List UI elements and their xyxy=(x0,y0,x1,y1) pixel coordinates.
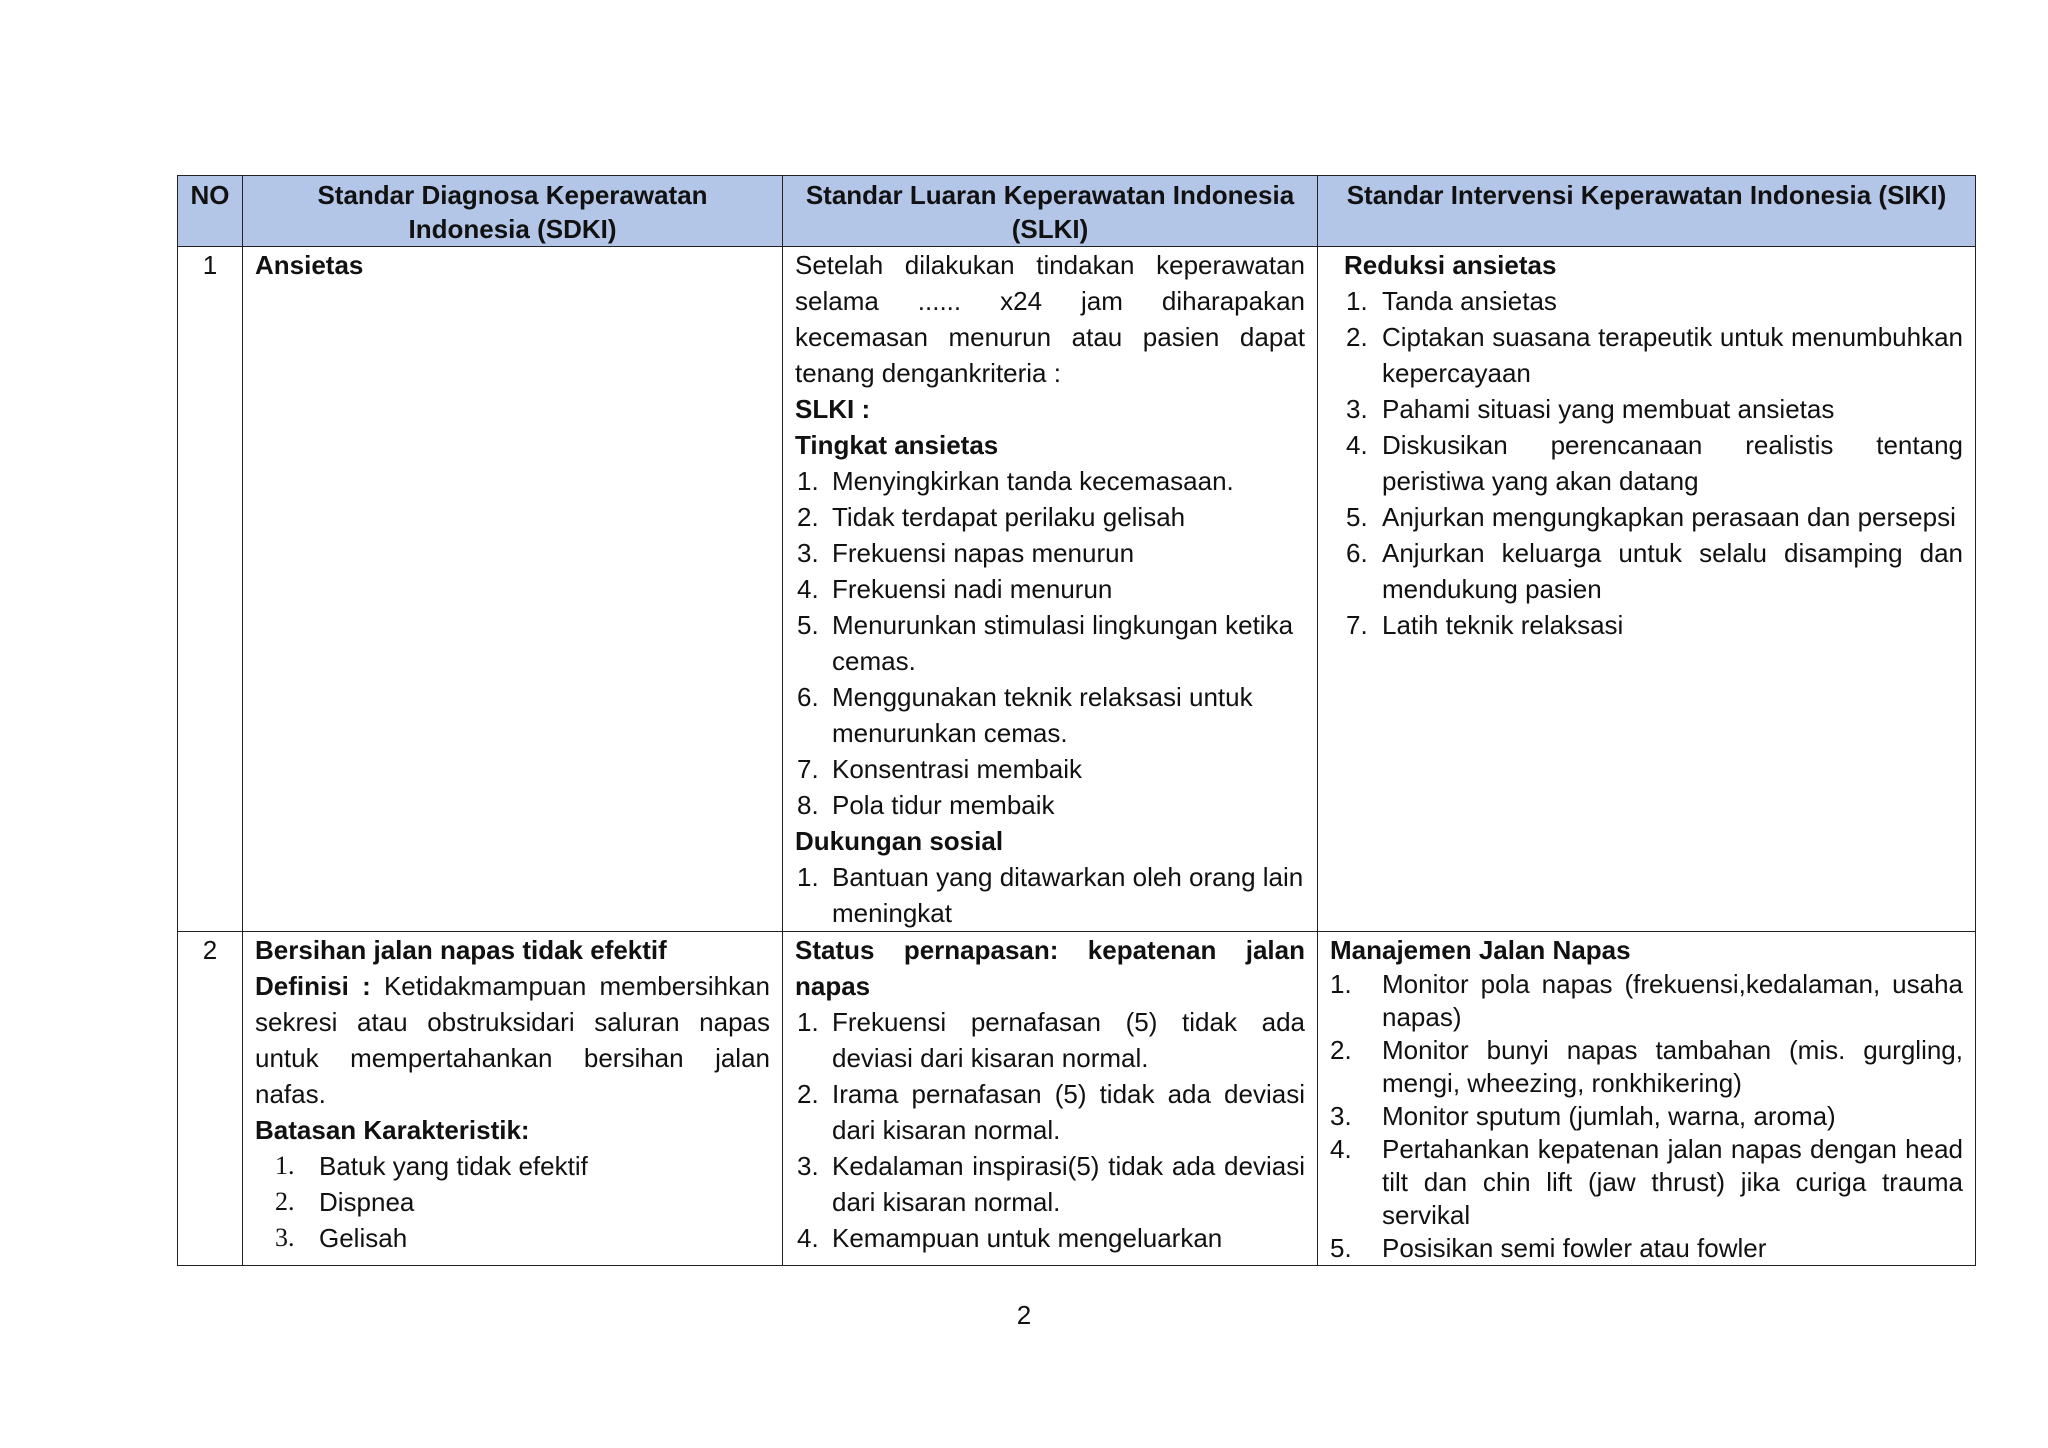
list-item: 3. Monitor sputum (jumlah, warna, aroma) xyxy=(1330,1101,1836,1131)
list-item: 1. Menyingkirkan tanda kecemasaan. xyxy=(797,466,1234,496)
list-item: 2. Monitor bunyi napas tambahan (mis. gurgling, mengi, wheezing, ronkhikering) xyxy=(1330,1035,1963,1098)
list-item: 6. Menggunakan teknik relaksasi untuk menurunkan cemas. xyxy=(797,682,1253,748)
nursing-standards-table xyxy=(177,175,1976,1266)
siki-cell xyxy=(1318,247,1976,932)
list-item: 3. Kedalaman inspirasi(5) tidak ada deviasi dari kisaran normal. xyxy=(797,1151,1305,1217)
page-number: 2 xyxy=(1016,1300,1032,1330)
intervention-list xyxy=(1330,283,1963,643)
list-item: 1. Batuk yang tidak efektif xyxy=(275,1151,588,1181)
criteria-list xyxy=(255,1148,770,1256)
row-number: 1 xyxy=(178,247,243,932)
siki-cell xyxy=(1318,932,1976,1266)
list-item: 2. Dispnea xyxy=(275,1187,415,1217)
outcome-list xyxy=(795,1004,1305,1256)
list-item: 7. Latih teknik relaksasi xyxy=(1346,610,1624,640)
slki-label: SLKI : xyxy=(795,394,871,424)
header-sdki: Standar Diagnosa Keperawatan Indonesia (SDKI) xyxy=(243,176,783,247)
sdki-cell xyxy=(243,932,783,1266)
intervention-list xyxy=(1330,968,1963,1265)
list-item: 4. Kemampuan untuk mengeluarkan xyxy=(797,1223,1223,1253)
list-item: 4. Diskusikan perencanaan realistis tentang peristiwa yang akan datang xyxy=(1346,430,1963,496)
list-item: 8. Pola tidur membaik xyxy=(797,790,1055,820)
list-item: 4. Pertahankan kepatenan jalan napas dengan head tilt dan chin lift (jaw thrust) jika curiga trauma servikal xyxy=(1330,1134,1963,1230)
outcome-group-title: Tingkat ansietas xyxy=(795,430,999,460)
diagnosis-title: Ansietas xyxy=(255,250,364,280)
list-item: 1. Tanda ansietas xyxy=(1346,286,1557,316)
list-item: 1. Frekuensi pernafasan (5) tidak ada deviasi dari kisaran normal. xyxy=(797,1007,1305,1073)
slki-cell xyxy=(783,932,1318,1266)
table-row xyxy=(178,932,1976,1266)
list-item: 1. Bantuan yang ditawarkan oleh orang lain meningkat xyxy=(797,862,1304,928)
outcome-list xyxy=(795,463,1305,823)
slki-cell xyxy=(783,247,1318,932)
list-item: 2. Ciptakan suasana terapeutik untuk menumbuhkan kepercayaan xyxy=(1346,322,1963,388)
list-item: 2. Tidak terdapat perilaku gelisah xyxy=(797,502,1186,532)
slki-intro: Setelah dilakukan tindakan keperawatan selama ...... x24 jam diharapakan kecemasan menurun atau pasien dapat tenang dengankriteria : xyxy=(795,250,1305,388)
header-no: NO xyxy=(178,176,243,247)
definition xyxy=(255,968,770,1112)
list-item: 3. Gelisah xyxy=(275,1223,408,1253)
list-item: 3. Pahami situasi yang membuat ansietas xyxy=(1346,394,1835,424)
list-item: 4. Frekuensi nadi menurun xyxy=(797,574,1113,604)
list-item: 2. Irama pernafasan (5) tidak ada deviasi dari kisaran normal. xyxy=(797,1079,1305,1145)
list-item: 1. Monitor pola napas (frekuensi,kedalaman, usaha napas) xyxy=(1330,969,1963,1032)
list-item: 3. Frekuensi napas menurun xyxy=(797,538,1135,568)
list-item: 7. Konsentrasi membaik xyxy=(797,754,1082,784)
definition-text: Ketidakmampuan membersihkan sekresi atau obstruksidari saluran napas untuk mempertahankan bersihan jalan nafas. xyxy=(255,971,770,1109)
outcome-group-title: Status pernapasan: kepatenan jalan napas xyxy=(795,935,1305,1001)
intervention-title: Reduksi ansietas xyxy=(1344,250,1557,280)
sdki-cell xyxy=(243,247,783,932)
list-item: 6. Anjurkan keluarga untuk selalu disamping dan mendukung pasien xyxy=(1346,538,1963,604)
list-item: 5. Posisikan semi fowler atau fowler xyxy=(1330,1233,1767,1263)
diagnosis-title: Bersihan jalan napas tidak efektif xyxy=(255,935,667,965)
intervention-title: Manajemen Jalan Napas xyxy=(1330,935,1631,965)
header-siki: Standar Intervensi Keperawatan Indonesia (SIKI) xyxy=(1318,176,1976,247)
list-item: 5. Anjurkan mengungkapkan perasaan dan persepsi xyxy=(1346,502,1956,532)
criteria-label: Batasan Karakteristik: xyxy=(255,1115,530,1145)
row-number: 2 xyxy=(178,932,243,1266)
definition-label: Definisi : xyxy=(255,971,371,1001)
outcome-group-title: Dukungan sosial xyxy=(795,826,1004,856)
list-item: 5. Menurunkan stimulasi lingkungan ketika cemas. xyxy=(797,610,1294,676)
outcome-list xyxy=(795,859,1305,931)
table-row xyxy=(178,247,1976,932)
header-slki: Standar Luaran Keperawatan Indonesia (SLKI) xyxy=(783,176,1318,247)
table-header-row xyxy=(178,176,1976,247)
